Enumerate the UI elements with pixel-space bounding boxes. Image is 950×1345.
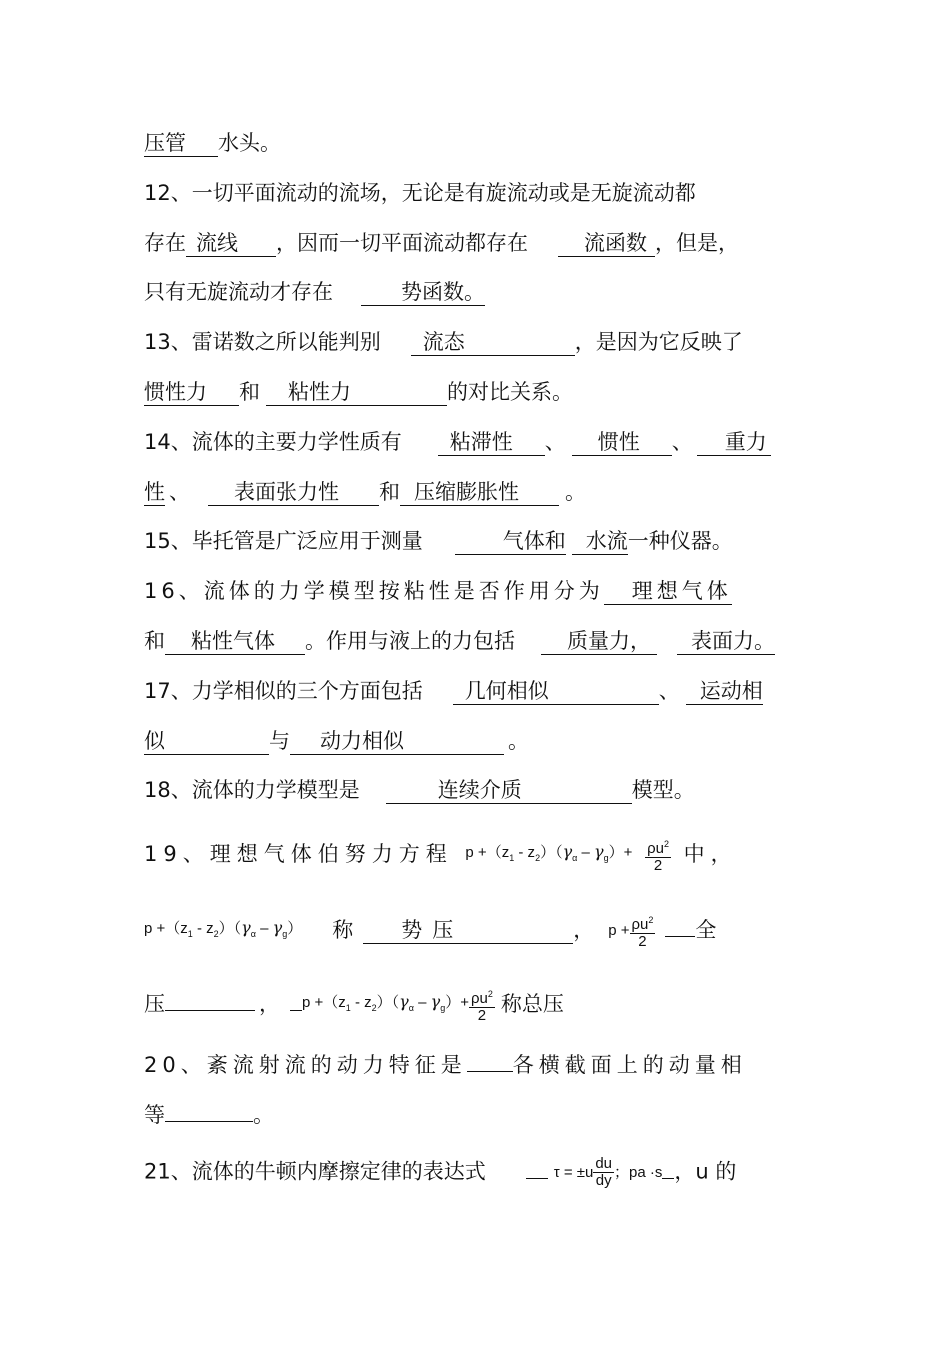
newton-friction-formula: τ = ±u — [553, 1163, 594, 1181]
blank-answer: 压管 — [144, 130, 218, 157]
blank-answer: 粘滞性 — [438, 429, 545, 456]
text: 全 — [695, 918, 717, 942]
unit: ；pa ·s — [614, 1163, 663, 1181]
text: 19、理想气体伯努力方程 — [144, 842, 453, 866]
text: 17、力学相似的三个方面包括 — [144, 679, 423, 703]
question-14-line-1 — [144, 427, 814, 457]
text: 14、流体的主要力学性质有 — [144, 430, 402, 454]
potential-pressure-expression: $p +(z_1 - z_2)(\gamma_\alpha - \gamma_g)$ — [144, 918, 303, 939]
text: 。 — [508, 729, 529, 753]
blank-answer: 重力 — [697, 429, 771, 456]
question-18 — [144, 775, 814, 805]
text: ，是因为它反映了 — [574, 330, 743, 354]
question-19-line-1 — [144, 836, 814, 874]
blank-answer: 势压 — [363, 917, 573, 944]
blank-answer: 流线 — [186, 230, 276, 257]
text: 和 — [144, 629, 165, 653]
blank-answer — [665, 936, 695, 937]
text: 称总压 — [500, 992, 564, 1016]
line-head-pressure — [144, 128, 814, 158]
bernoulli-equation: $p +(z_1 - z_2)(\gamma_\alpha - \gamma_g)+$ — [465, 842, 633, 863]
blank-answer — [165, 1121, 253, 1122]
blank-answer: 压缩膨胀性 — [400, 479, 559, 506]
text: 一种仪器。 — [627, 529, 733, 553]
text: 中， — [683, 842, 738, 866]
blank-answer: 运动相 — [686, 678, 763, 705]
question-19-line-3 — [144, 986, 814, 1024]
question-14-line-2 — [144, 477, 814, 507]
text: 和 — [239, 380, 260, 404]
text: 模型。 — [631, 778, 695, 802]
blank-answer: 质量力， — [541, 628, 657, 655]
blank-answer — [290, 1010, 302, 1011]
text: 、 — [658, 679, 680, 703]
fraction: $\frac{\rho u^2}{2}$ — [469, 986, 495, 1024]
question-20-line-1 — [144, 1050, 814, 1080]
blank-answer: 粘性气体 — [165, 628, 305, 655]
blank-answer — [165, 1010, 255, 1011]
question-15 — [144, 526, 814, 556]
text: ，但是， — [655, 231, 739, 255]
total-pressure-expression: $p +(z_1 - z_2)(\gamma_\alpha - \gamma_g)+$ — [302, 992, 469, 1013]
blank-answer — [467, 1071, 513, 1072]
question-12-line-2 — [144, 228, 814, 258]
blank-answer: 表面张力性 — [208, 479, 379, 506]
blank-answer: 表面力。 — [677, 628, 775, 655]
fraction: $\frac{du}{dy}$ — [595, 1155, 613, 1189]
text: 压 — [144, 992, 165, 1016]
text: 13、雷诺数之所以能判别 — [144, 330, 381, 354]
blank-answer: 动力相似 — [290, 728, 504, 755]
text: ，因而一切平面流动都存在 — [276, 231, 528, 255]
question-16-line-2 — [144, 626, 814, 656]
text: 、 — [169, 480, 190, 504]
text: 等 — [144, 1103, 165, 1127]
text: 。 — [253, 1103, 274, 1127]
blank-answer — [526, 1178, 548, 1179]
blank-answer: 几何相似 — [453, 678, 659, 705]
text: ， — [259, 992, 280, 1016]
question-17-line-1 — [144, 676, 814, 706]
text: 。作用与液上的力包括 — [305, 629, 515, 653]
text: 。 — [565, 480, 586, 504]
text: 和 — [379, 480, 400, 504]
question-21 — [144, 1155, 814, 1189]
text: ，u 的 — [674, 1159, 737, 1184]
text: 各横截面上的动量相 — [512, 1053, 747, 1077]
text: p + — [608, 922, 630, 939]
text: 、 — [671, 430, 693, 454]
question-13-line-1 — [144, 327, 814, 357]
text: ， — [573, 918, 595, 942]
blank-answer: 惯性 — [572, 429, 672, 456]
blank-answer: 势函数。 — [361, 279, 485, 306]
blank-answer: 理想气体 — [604, 578, 732, 605]
text: 16、流体的力学模型按粘性是否作用分为 — [144, 579, 604, 603]
text: 20、紊流射流的动力特征是 — [144, 1053, 467, 1077]
blank-answer — [662, 1178, 674, 1179]
text: 12、一切平面流动的流场，无论是有旋流动或是无旋流动都 — [144, 181, 696, 205]
text: 的对比关系。 — [447, 380, 573, 404]
text: 18、流体的力学模型是 — [144, 778, 360, 802]
question-20-line-2 — [144, 1100, 814, 1130]
blank-answer: 连续介质 — [386, 777, 632, 804]
blank-answer: 似 — [144, 728, 269, 755]
question-16-line-1 — [144, 576, 814, 606]
question-12-line-3 — [144, 277, 814, 307]
blank-answer: 水流 — [572, 528, 628, 555]
blank-answer: 流态 — [411, 329, 575, 356]
blank-answer: 惯性力 — [144, 379, 239, 406]
text: 只有无旋流动才存在 — [144, 280, 333, 304]
text: 21、流体的牛顿内摩擦定律的表达式 — [144, 1159, 486, 1184]
question-19-line-2 — [144, 912, 814, 950]
text: 、 — [544, 430, 566, 454]
text: 15、毕托管是广泛应用于测量 — [144, 529, 423, 553]
blank-answer: 气体和 — [455, 528, 566, 555]
text: 存在 — [144, 231, 186, 255]
question-17-line-2 — [144, 726, 814, 756]
question-13-line-2 — [144, 377, 814, 407]
fraction: $\frac{\rho u^2}{2}$ — [645, 836, 671, 874]
blank-answer: 粘性力 — [266, 379, 447, 406]
fraction: $\frac{\rho u^2}{2}$ — [630, 912, 656, 950]
text: 与 — [269, 729, 290, 753]
blank-answer: 流函数 — [558, 230, 655, 257]
question-12-line-1 — [144, 178, 814, 208]
blank-answer: 性 — [144, 480, 165, 504]
text: 水头。 — [218, 131, 281, 155]
text: 称 — [332, 918, 354, 942]
